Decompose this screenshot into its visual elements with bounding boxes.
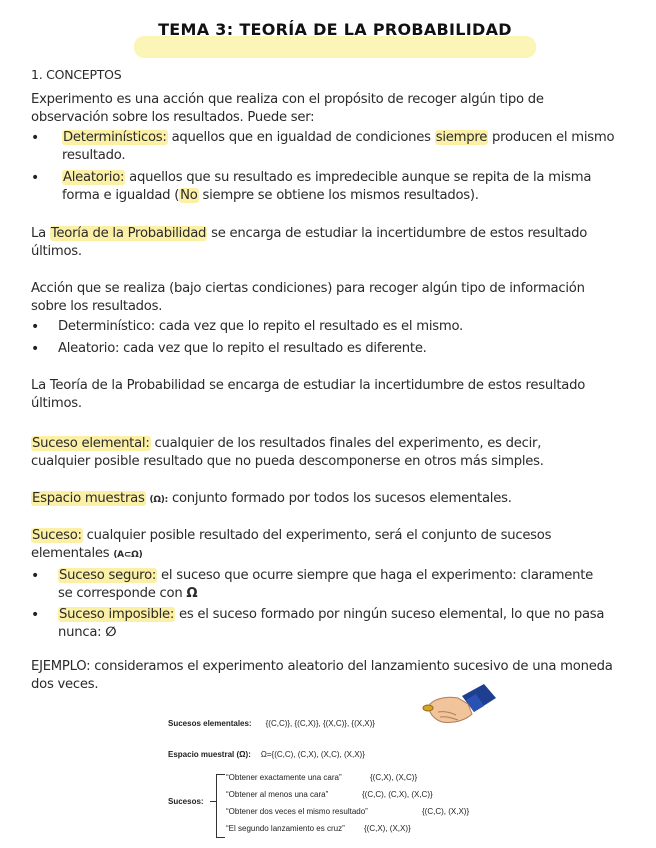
diagram-row-desc: “Obtener al menos una cara” [226, 790, 329, 799]
paragraph-teoria [31, 225, 587, 243]
paragraph-teoria-line2: últimos. [31, 244, 82, 259]
bullet-deterministicos-line2: resultado. [62, 148, 126, 163]
paragraph-espacio-muestral [31, 490, 512, 509]
text-span: producen el mismo [488, 130, 615, 145]
bullet-icon: • [31, 341, 40, 357]
diagram-row-set: {(C,X), (X,C)} [370, 773, 418, 782]
text-span: el suceso que ocurre siempre que haga el experimento: claramente [157, 568, 594, 583]
highlight-term: Suceso imposible: [59, 607, 175, 622]
text-span: aquellos que su resultado es impredecible aunque se repita de la misma [125, 170, 592, 185]
bullet-suceso-imposible [58, 606, 604, 624]
text-span: cualquier posible resultado del experimento, será el conjunto de sucesos [82, 528, 552, 543]
text-span: conjunto formado por todos los sucesos elementales. [168, 491, 512, 506]
highlight-term: No [180, 188, 198, 203]
text-span: cualquier de los resultados finales del experimento, es decir, [150, 436, 542, 451]
empty-set-symbol: ∅ [105, 625, 117, 640]
highlight-term: Espacio muestras [32, 491, 145, 506]
text-span: nunca: [58, 625, 106, 640]
bullet-aleatorio-line2 [62, 187, 479, 205]
diagram-label: Sucesos: [168, 797, 204, 806]
hand-coin-icon [418, 682, 498, 730]
diagram-row-desc: “Obtener exactamente una cara” [226, 773, 342, 782]
bullet-icon: • [31, 170, 40, 186]
paragraph-suceso-elemental-line2: cualquier posible resultado que no pueda descomponerse en otros más simples. [31, 454, 544, 469]
bullet-deterministicos [62, 129, 614, 147]
bullet-suceso-imposible-line2 [58, 624, 116, 642]
diagram-sucesos-label [168, 797, 204, 806]
paragraph-experimento-line2: observación sobre los resultados. Puede ser: [31, 110, 315, 125]
bullet-suceso-seguro [58, 567, 593, 585]
paragraph-teoria2-line1: La Teoría de la Probabilidad se encarga de estudiar la incertidumbre de estos resultado [31, 378, 586, 393]
text-span: aquellos que en igualdad de condiciones [167, 130, 435, 145]
title-block [130, 14, 540, 64]
diagram-row-desc: “Obtener dos veces el mismo resultado” [226, 807, 368, 816]
highlight-term: Aleatorio: [63, 170, 125, 185]
paragraph-accion-line2: sobre los resultados. [31, 299, 163, 314]
bullet-suceso-seguro-line2 [58, 585, 197, 603]
page-title: TEMA 3: TEORÍA DE LA PROBABILIDAD [158, 20, 512, 39]
bullet-deterministico: Determinístico: cada vez que lo repito el resultado es el mismo. [58, 319, 464, 334]
paragraph-suceso-line2 [31, 545, 142, 564]
diagram-sucesos-elementales [168, 719, 375, 728]
subset-symbol: (A⊂Ω) [113, 550, 143, 560]
bullet-aleatorio-simple: Aleatorio: cada vez que lo repito el resultado es diferente. [58, 341, 427, 356]
highlight-term: Teoría de la Probabilidad [50, 226, 207, 241]
bullet-icon: • [31, 319, 40, 335]
diagram-bracket-tick [210, 801, 216, 802]
bullet-icon: • [31, 607, 40, 623]
text-span: siempre se obtiene los mismos resultados). [198, 188, 479, 203]
text-span: forma e igualdad ( [62, 188, 180, 203]
text-span: es el suceso formado por ningún suceso elemental, lo que no pasa [175, 607, 605, 622]
text-span: se encarga de estudiar la incertidumbre de estos resultado [207, 226, 588, 241]
bullet-icon: • [31, 568, 40, 584]
diagram-bracket [216, 774, 225, 838]
bullet-aleatorio [62, 169, 591, 187]
bullet-icon: • [31, 130, 40, 146]
title-highlight [134, 36, 536, 58]
paragraph-suceso [31, 527, 551, 545]
paragraph-accion-line1: Acción que se realiza (bajo ciertas condiciones) para recoger algún tipo de información [31, 281, 585, 296]
diagram-value: {(C,C)}, {(C,X)}, {(X,C)}, {(X,X)} [265, 719, 375, 728]
diagram-label: Sucesos elementales: [168, 719, 252, 728]
diagram-value: Ω={(C,C), (C,X), (X,C), (X,X)} [260, 750, 365, 759]
text-span: elementales [31, 546, 114, 561]
text-span: se corresponde con [58, 586, 187, 601]
text-span: La [31, 226, 50, 241]
highlight-term: Suceso seguro: [59, 568, 157, 583]
highlight-term: Determinísticos: [63, 130, 167, 145]
section-heading: 1. CONCEPTOS [31, 67, 122, 82]
diagram-row-set: {(C,C), (X,X)} [422, 807, 470, 816]
paragraph-teoria2-line2: últimos. [31, 396, 82, 411]
diagram-row-set: {(C,X), (X,X)} [364, 824, 411, 833]
highlight-term: Suceso: [32, 528, 82, 543]
diagram-row-set: {(C,C), (C,X), (X,C)} [362, 790, 433, 799]
diagram-espacio-muestral [168, 750, 365, 759]
omega-symbol: Ω [186, 586, 198, 601]
omega-symbol: (Ω): [149, 495, 169, 505]
diagram-row-desc: “El segundo lanzamiento es cruz” [226, 824, 345, 833]
paragraph-ejemplo-line2: dos veces. [31, 677, 99, 692]
paragraph-ejemplo-line1: EJEMPLO: consideramos el experimento aleatorio del lanzamiento sucesivo de una moneda [31, 659, 613, 674]
diagram-label: Espacio muestral (Ω): [168, 750, 251, 759]
paragraph-experimento-line1: Experimento es una acción que realiza con el propósito de recoger algún tipo de [31, 92, 544, 107]
highlight-term: siempre [435, 130, 488, 145]
highlight-term: Suceso elemental: [32, 436, 150, 451]
paragraph-suceso-elemental [31, 435, 541, 453]
